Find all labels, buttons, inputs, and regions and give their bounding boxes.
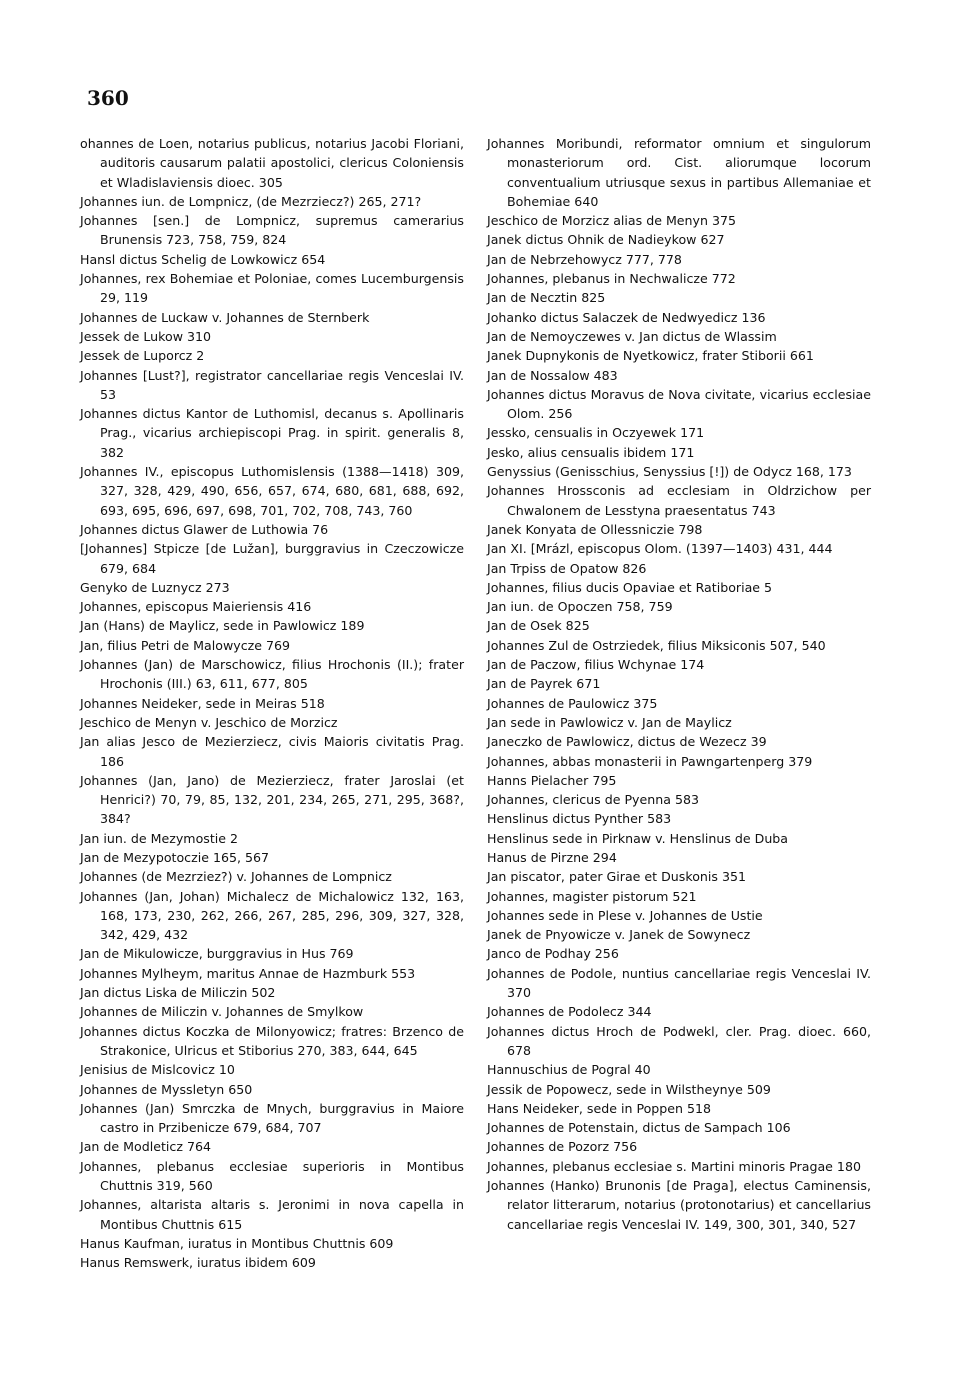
index-entry: Janeczko de Pawlowicz, dictus de Wezecz 39: [487, 734, 767, 750]
index-entry: Jessko, censualis in Oczyewek 171: [487, 425, 705, 441]
index-entry: Jeschico de Morzicz alias de Menyn 375: [487, 213, 737, 229]
index-entry: Johannes, magister pistorum 521: [487, 888, 697, 904]
index-entry: Johannes [Lust?], registrator cancellariae regis Venceslai IV. 53: [80, 367, 464, 402]
index-entry: Jan Trpiss de Opatow 826: [487, 560, 647, 576]
index-column-right: [487, 134, 871, 1234]
index-entry: Johannes, plebanus ecclesiae s. Martini minoris Pragae 180: [487, 1158, 861, 1174]
index-entry: Janek Konyata de Ollessniczie 798: [487, 521, 703, 537]
index-entry: Johannes dictus Glawer de Luthowia 76: [80, 521, 329, 537]
index-entry: Jenisius de Mislcovicz 10: [80, 1062, 235, 1078]
index-entry: Janco de Podhay 256: [487, 946, 619, 962]
page-number: 360: [87, 86, 129, 110]
index-entry: Johannes de Luckaw v. Johannes de Sternberk: [80, 309, 370, 325]
index-entry: Jan sede in Pawlowicz v. Jan de Maylicz: [487, 714, 732, 730]
index-entry: Hans Neideker, sede in Poppen 518: [487, 1100, 712, 1116]
index-entry: Jan de Nemoyczewes v. Jan dictus de Wlassim: [487, 328, 777, 344]
index-entry: Johannes (Hanko) Brunonis [de Praga], electus Caminensis, relator litterarum, notarius (protonotarius) et cancellarius cancellariae regis Venceslai IV. 149, 300, 301, 340, 527: [487, 1178, 871, 1232]
index-entry: Johannes iun. de Lompnicz, (de Mezrziecz?) 265, 271?: [80, 193, 422, 209]
index-entry: Johannes Zul de Ostrziedek, filius Miksiconis 507, 540: [487, 637, 826, 653]
index-entry: Johannes, rex Bohemiae et Poloniae, comes Lucemburgensis 29, 119: [80, 271, 464, 306]
index-entry: Johannes (Jan) Smrczka de Mnych, burggravius in Maiore castro in Przibenicze 679, 684, 707: [80, 1100, 464, 1136]
index-entry: Johannes de Pozorz 756: [487, 1139, 638, 1155]
index-entry: Johannes de Paulowicz 375: [487, 695, 658, 711]
index-entry: Jan de Payrek 671: [487, 676, 601, 692]
index-entry: Johannes Moribundi, reformator omnium et singulorum monasteriorum ord. Cist. aliorumque locorum conventualium utriusque sexus in partibus Allemaniae et Bohemiae 640: [487, 136, 871, 209]
index-entry: Johannes, clericus de Pyenna 583: [487, 792, 699, 808]
index-entry: Johannes (de Mezrziez?) v. Johannes de Lompnicz: [80, 869, 392, 885]
index-entry: Janek Dupnykonis de Nyetkowicz, frater Stiborii 661: [487, 348, 814, 364]
index-entry: Henslinus sede in Pirknaw v. Henslinus de Duba: [487, 830, 789, 846]
index-entry: Jan, filius Petri de Malowycze 769: [80, 637, 291, 653]
index-entry: Jan iun. de Opoczen 758, 759: [487, 599, 673, 615]
index-entry: Johannes Hrossconis ad ecclesiam in Oldrzichow per Chwalonem de Lesstyna praesentatus 743: [487, 483, 871, 518]
index-entry: Jan de Paczow, filius Wchynae 174: [487, 657, 705, 673]
index-entry: Jessek de Luporcz 2: [80, 348, 205, 364]
index-entry: Jan dictus Liska de Miliczin 502: [80, 985, 276, 1001]
index-entry: ohannes de Loen, notarius publicus, notarius Jacobi Floriani, auditoris causarum palatii apostolici, clericus Coloniensis et Wladislaviensis dioec. 305: [80, 136, 464, 190]
index-entry: Jan de Mezypotoczie 165, 567: [80, 849, 270, 865]
index-entry: Jan de Necztin 825: [487, 290, 606, 306]
index-entry: Jesko, alius censualis ibidem 171: [487, 444, 695, 460]
index-entry: Jan iun. de Mezymostie 2: [80, 830, 239, 846]
index-entry: Johannes, filius ducis Opaviae et Ratiboriae 5: [487, 579, 773, 595]
index-entry: Jan de Nebrzehowycz 777, 778: [487, 251, 682, 267]
index-entry: Hanns Pielacher 795: [487, 772, 617, 788]
index-entry: Hanus de Pirzne 294: [487, 849, 617, 865]
index-entry: Jan de Osek 825: [487, 618, 590, 634]
index-entry: Johannes IV., episcopus Luthomislensis (1388—1418) 309, 327, 328, 429, 490, 656, 657, 674, 680, 681, 688, 692, 693, 695, 696, 697, 698, 701, 702, 708, 743, 760: [80, 464, 464, 518]
index-entry: Jan de Mikulowicze, burggravius in Hus 769: [80, 946, 354, 962]
index-column-left: [80, 134, 464, 1273]
index-entry: Johannes dictus Hroch de Podwekl, cler. Prag. dioec. 660, 678: [487, 1023, 871, 1058]
index-entry: Henslinus dictus Pynther 583: [487, 811, 672, 827]
index-entry: Johannes dictus Kantor de Luthomisl, decanus s. Apollinaris Prag., vicarius archiepiscopi Prag. in spirit. generalis 8, 382: [80, 406, 464, 460]
index-entry: Johannes, altarista altaris s. Jeronimi in nova capella in Montibus Chuttnis 615: [80, 1197, 464, 1232]
index-entry: Johannes Neideker, sede in Meiras 518: [80, 695, 325, 711]
index-entry: Jan piscator, pater Girae et Duskonis 351: [487, 869, 746, 885]
index-entry: Johannes de Myssletyn 650: [80, 1081, 253, 1097]
index-entry: Johannes de Miliczin v. Johannes de Smylkow: [80, 1004, 364, 1020]
index-entry: Johannes de Podole, nuntius cancellariae regis Venceslai IV. 370: [487, 965, 871, 1001]
index-entry: Johannes [sen.] de Lompnicz, supremus camerarius Brunensis 723, 758, 759, 824: [80, 213, 464, 248]
index-entry: Janek de Pnyowicze v. Janek de Sowynecz: [487, 927, 751, 943]
index-entry: Genyko de Luznycz 273: [80, 579, 230, 595]
index-entry: Johannes, plebanus in Nechwalicze 772: [487, 271, 736, 287]
index-entry: Hanus Kaufman, iuratus in Montibus Chuttnis 609: [80, 1235, 394, 1251]
index-entry: Johannes Mylheym, maritus Annae de Hazmburk 553: [80, 965, 416, 981]
index-entry: Johannes sede in Plese v. Johannes de Ustie: [487, 907, 763, 923]
index-entry: Jan alias Jesco de Mezierziecz, civis Maioris civitatis Prag. 186: [80, 734, 464, 769]
index-entry: Jessek de Lukow 310: [80, 328, 212, 344]
index-entry: [Johannes] Stpicze [de Lužan], burggravius in Czeczowicze 679, 684: [80, 541, 464, 576]
index-entry: Hannuschius de Pogral 40: [487, 1062, 651, 1078]
index-entry: Johannes (Jan, Jano) de Mezierziecz, frater Jaroslai (et Henrici?) 70, 79, 85, 132, 201, 234, 265, 271, 295, 368?, 384?: [80, 772, 464, 827]
index-entry: Jan de Modleticz 764: [80, 1139, 211, 1155]
index-entry: Genyssius (Genisschius, Senyssius [!]) de Odycz 168, 173: [487, 464, 852, 480]
index-entry: Johannes (Jan, Johan) Michalecz de Michalowicz 132, 163, 168, 173, 230, 262, 266, 267, 285, 296, 309, 327, 328, 342, 429, 432: [80, 888, 464, 943]
index-entry: Johannes, episcopus Maieriensis 416: [80, 599, 312, 615]
index-entry: Hansl dictus Schelig de Lowkowicz 654: [80, 251, 326, 267]
index-entry: Johannes (Jan) de Marschowicz, filius Hrochonis (II.); frater Hrochonis (III.) 63, 611, 677, 805: [80, 657, 464, 692]
index-entry: Johanko dictus Salaczek de Nedwyedicz 136: [487, 309, 766, 325]
index-entry: Hanus Remswerk, iuratus ibidem 609: [80, 1255, 316, 1271]
index-entry: Johannes, abbas monasterii in Pawngartenperg 379: [487, 753, 813, 769]
index-entry: Jessik de Popowecz, sede in Wilstheynye 509: [487, 1081, 771, 1097]
index-entry: Jan XI. [Mrázl, episcopus Olom. (1397—1403) 431, 444: [487, 541, 833, 557]
index-entry: Jan de Nossalow 483: [487, 367, 618, 383]
index-entry: Johannes, plebanus ecclesiae superioris in Montibus Chuttnis 319, 560: [80, 1158, 464, 1194]
index-entry: Johannes de Potenstain, dictus de Sampach 106: [487, 1120, 791, 1136]
index-entry: Johannes de Podolecz 344: [487, 1004, 652, 1020]
index-entry: Johannes dictus Moravus de Nova civitate, vicarius ecclesiae Olom. 256: [487, 386, 871, 422]
index-entry: Janek dictus Ohnik de Nadieykow 627: [487, 232, 725, 248]
index-entry: Jan (Hans) de Maylicz, sede in Pawlowicz 189: [80, 618, 365, 634]
index-entry: Johannes dictus Koczka de Milonyowicz; fratres: Brzenco de Strakonice, Ulricus et Stiborius 270, 383, 644, 645: [80, 1023, 464, 1058]
index-entry: Jeschico de Menyn v. Jeschico de Morzicz: [80, 714, 338, 730]
